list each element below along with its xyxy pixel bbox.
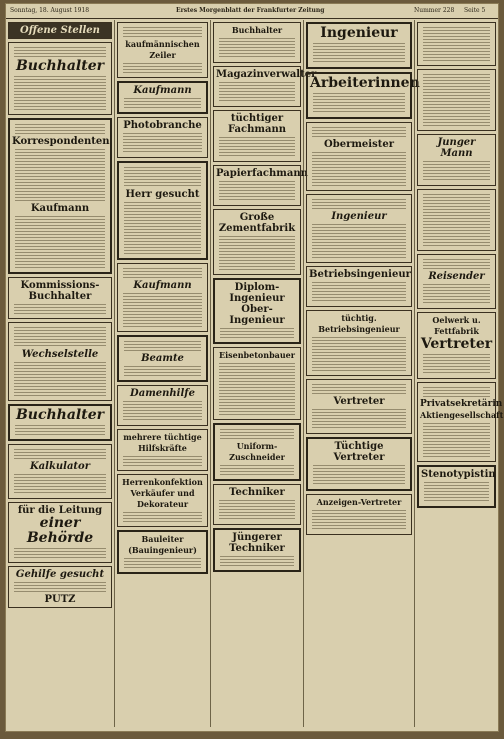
section-heading (8, 22, 112, 39)
header-issue: Nummer 228 (414, 7, 455, 14)
ad-title: mehrere tüchtige Hilfskräfte (123, 432, 202, 453)
ad-eisenbetonbauer (213, 347, 301, 420)
ad-title: Arbeiterinnen (310, 75, 420, 91)
ad-title: Privatsekretärin (420, 399, 503, 409)
ad-fachmann (213, 110, 301, 162)
ad-buchhalter-2 (8, 404, 112, 441)
ad-small-3 (417, 189, 496, 251)
ad-title: Verkäufer und Dekorateur (130, 488, 195, 509)
ad-title: Korrespondenten (12, 136, 110, 147)
ad-title: Vertreter (420, 336, 493, 352)
ad-betriebsingenieur (306, 266, 412, 307)
ad-hilfskraefte (117, 429, 208, 471)
ad-title: Diplom-Ingenieur (229, 282, 285, 304)
ad-behoerde (8, 502, 112, 563)
ad-kaufmann-2 (117, 263, 208, 332)
ad-title: kaufmännischen Zeiler (125, 39, 200, 60)
ad-title: tüchtig. Betriebsingenieur (318, 313, 400, 334)
page-header (6, 4, 498, 19)
ad-title: tüchtiger Fachmann (228, 113, 286, 135)
ad-title: Buchhalter (231, 25, 283, 35)
ad-junger-mann (417, 134, 496, 186)
ad-title: Oelwerk u. Fettfabrik (432, 315, 481, 336)
ad-title: Damenhilfe (130, 388, 195, 399)
ad-title: Kalkulator (29, 461, 90, 472)
header-paper: Erstes Morgenblatt der Frankfurter Zeitung (176, 7, 325, 14)
ad-title: Buchhalter (15, 58, 105, 74)
ad-zementfabrik (213, 209, 301, 275)
column-4 (304, 20, 420, 727)
ad-title: Reisender (428, 271, 485, 282)
ad-title: Techniker (229, 487, 285, 498)
ad-privatsekretaerin (417, 382, 504, 462)
column-2 (115, 20, 211, 727)
ad-title: Herr gesucht (125, 189, 200, 200)
header-date: Sonntag, 18. August 1918 (10, 7, 90, 14)
ad-kaufm-zeiler (117, 22, 208, 78)
ad-anzeigen-vertreter (306, 494, 412, 535)
ad-title: Kaufmann (133, 280, 192, 291)
ad-juengerer-techniker (213, 528, 301, 572)
column-1 (6, 20, 115, 727)
ad-arbeiterinnen (306, 72, 420, 119)
ad-wechselstelle (8, 322, 112, 401)
ad-small-1 (417, 22, 496, 66)
ad-bauleiter (117, 530, 208, 574)
ad-title: Magazinverwalter (216, 69, 317, 80)
newspaper-page (6, 4, 504, 731)
header-sheet: Seite 5 (464, 7, 486, 14)
ad-title: Junger Mann (437, 137, 476, 159)
ad-herrenkonfektion (117, 474, 208, 527)
ad-title: Jüngerer Techniker (229, 532, 285, 554)
ad-title: Gehilfe gesucht (15, 569, 105, 580)
ad-oelwerk (417, 312, 496, 379)
ad-uniform (213, 423, 301, 481)
ad-title: Obermeister (324, 139, 394, 150)
column-5 (415, 20, 504, 727)
ad-techniker (213, 484, 301, 525)
ad-ingenieur-2 (306, 194, 412, 263)
ad-title: Wechselstelle (21, 349, 99, 360)
ad-title: Bauleiter (Bauingenieur) (128, 534, 197, 555)
ad-title: Uniform-Zuschneider (229, 441, 285, 462)
ad-title: Vertreter (333, 396, 385, 407)
ad-beamte (117, 335, 208, 382)
ad-title: Stenotypistin (421, 469, 496, 480)
ad-small-2 (417, 69, 496, 131)
ad-title: Kommissions-Buchhalter (20, 280, 100, 302)
ad-title: einer Behörde (26, 515, 94, 546)
ad-title: Aktiengesellschaft (420, 410, 504, 420)
ad-title: Betriebsingenieur (309, 269, 411, 280)
ad-title: Tüchtige Vertreter (333, 441, 385, 463)
ad-buchhalter (8, 42, 112, 115)
ad-title: Ingenieur (320, 25, 398, 41)
ad-papierfachmann (213, 165, 308, 206)
ad-subtitle: für die Leitung (17, 505, 103, 516)
ad-title: Ingenieur (331, 211, 387, 222)
ad-gehilfe (8, 566, 112, 608)
ad-title: PUTZ (44, 594, 76, 605)
ad-damenhilfe (117, 385, 208, 426)
ad-buchhalter (213, 22, 301, 63)
ad-betriebsingenieur-2 (306, 310, 412, 376)
ad-vertreter (306, 379, 412, 434)
ad-kaufmann (117, 81, 208, 114)
ad-title: Papierfachmann (216, 168, 308, 179)
ad-magazinverwalter (213, 66, 317, 107)
ad-herr-gesucht (117, 161, 208, 260)
ad-ingenieur (306, 22, 412, 69)
ad-title: Kaufmann (133, 85, 192, 96)
ad-kommissions (8, 277, 112, 319)
ad-title: Beamte (141, 353, 184, 364)
section-title: Offene Stellen (20, 25, 100, 36)
ad-title: Herrenkonfektion (122, 477, 203, 487)
ad-title: Anzeigen-Vertreter (316, 497, 402, 507)
ad-title: Eisenbetonbauer (219, 350, 295, 360)
ad-title: Ober-Ingenieur (229, 304, 285, 326)
ad-kalkulator (8, 444, 112, 499)
ad-title: Große Zementfabrik (218, 212, 296, 234)
ad-reisender (417, 254, 496, 309)
ad-tuechtige-vertreter (306, 437, 412, 491)
ad-title: Kaufmann (30, 203, 90, 214)
column-3 (211, 20, 317, 727)
ad-korrespondenten (8, 118, 112, 274)
ad-stenotypistin (417, 465, 496, 508)
ad-diplom-ingenieur (213, 278, 301, 344)
ad-title: Photobranche (123, 120, 202, 131)
ad-photobranche (117, 117, 208, 158)
ad-title: Buchhalter (15, 407, 105, 423)
ad-obermeister (306, 122, 412, 191)
